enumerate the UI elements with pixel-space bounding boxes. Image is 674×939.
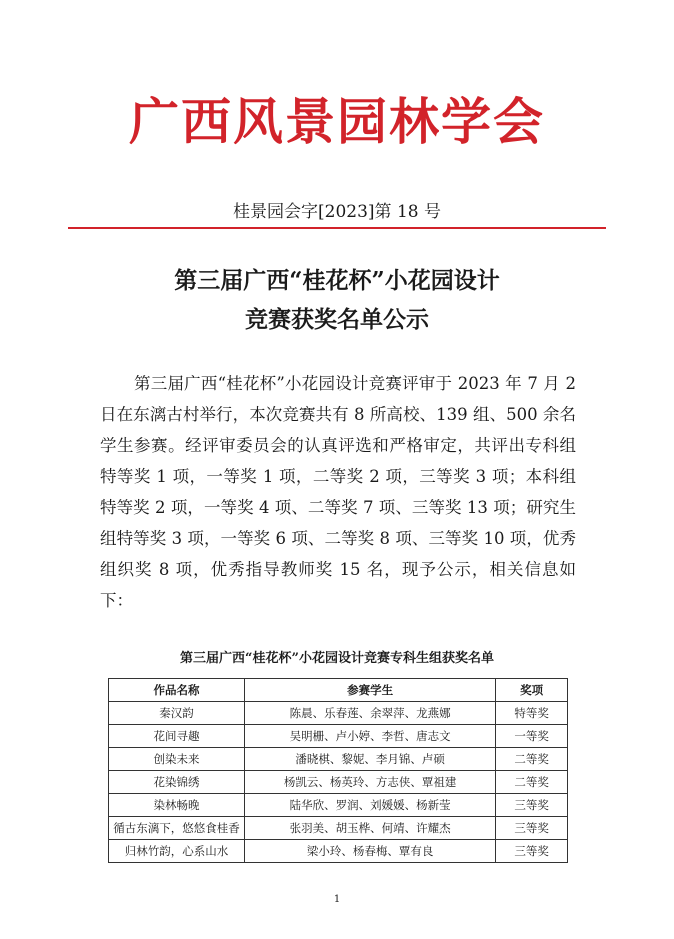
table-row	[109, 771, 568, 794]
cell-award: 二等奖	[496, 748, 568, 771]
document-title-line2: 竞赛获奖名单公示	[245, 306, 429, 333]
header-students: 参赛学生	[244, 679, 495, 702]
cell-work-name: 创染未来	[109, 748, 245, 771]
cell-award: 特等奖	[496, 702, 568, 725]
header-award: 奖项	[496, 679, 568, 702]
cell-work-name: 循古东漓下，悠悠食桂香	[109, 817, 245, 840]
cell-award: 三等奖	[496, 817, 568, 840]
cell-students: 杨凯云、杨英玲、方志侠、覃祖建	[244, 771, 495, 794]
table-row	[109, 702, 568, 725]
table-row	[109, 794, 568, 817]
letterhead-org-name: 广西风景园林学会	[129, 92, 545, 151]
body-paragraph: 第三届广西“桂花杯”小花园设计竞赛评审于 2023 年 7 月 2 日在东漓古村举行，本次竞赛共有 8 所高校、139 组、500 余名学生参赛。经评审委员会的认真评选和严格审定，共评出专科组特等奖 1 项，一等奖 1 项，二等奖 2 项，三等奖 3 项；本科组特等奖 2 项，一等奖 4 项、二等奖 7 项、三等奖 13 项；研究生组特等奖 3 项，一等奖 6 项、二等奖 8 项、三等奖 10 项，优秀组织奖 8 项，优秀指导教师奖 15 名，现予公示，相关信息如下：	[100, 374, 576, 610]
table-row	[109, 840, 568, 863]
awards-table	[108, 678, 568, 863]
document-title-line1: 第三届广西“桂花杯”小花园设计	[174, 267, 500, 294]
header-work-name: 作品名称	[109, 679, 245, 702]
cell-work-name: 染林畅晚	[109, 794, 245, 817]
page-number: 1	[333, 894, 341, 905]
cell-students: 潘晓棋、黎妮、李月锦、卢硕	[244, 748, 495, 771]
cell-work-name: 花间寻趣	[109, 725, 245, 748]
cell-award: 一等奖	[496, 725, 568, 748]
cell-students: 梁小玲、杨春梅、覃有良	[244, 840, 495, 863]
table-row	[109, 725, 568, 748]
table-row	[109, 817, 568, 840]
cell-award: 三等奖	[496, 794, 568, 817]
cell-award: 二等奖	[496, 771, 568, 794]
table-row	[109, 748, 568, 771]
document-number: 桂景园会字[2023]第 18 号	[233, 202, 441, 222]
cell-work-name: 花染锦绣	[109, 771, 245, 794]
letterhead-red-rule	[68, 227, 606, 229]
cell-work-name: 归林竹韵，心系山水	[109, 840, 245, 863]
cell-students: 吴明栅、卢小婷、李哲、唐志文	[244, 725, 495, 748]
cell-students: 陆华欣、罗润、刘媛媛、杨新莹	[244, 794, 495, 817]
cell-students: 陈晨、乐春莲、余翠萍、龙燕娜	[244, 702, 495, 725]
table-caption: 第三届广西“桂花杯”小花园设计竞赛专科生组获奖名单	[180, 651, 494, 666]
cell-work-name: 秦汉韵	[109, 702, 245, 725]
table-header-row	[109, 679, 568, 702]
cell-students: 张羽美、胡玉桦、何靖、许耀杰	[244, 817, 495, 840]
cell-award: 三等奖	[496, 840, 568, 863]
